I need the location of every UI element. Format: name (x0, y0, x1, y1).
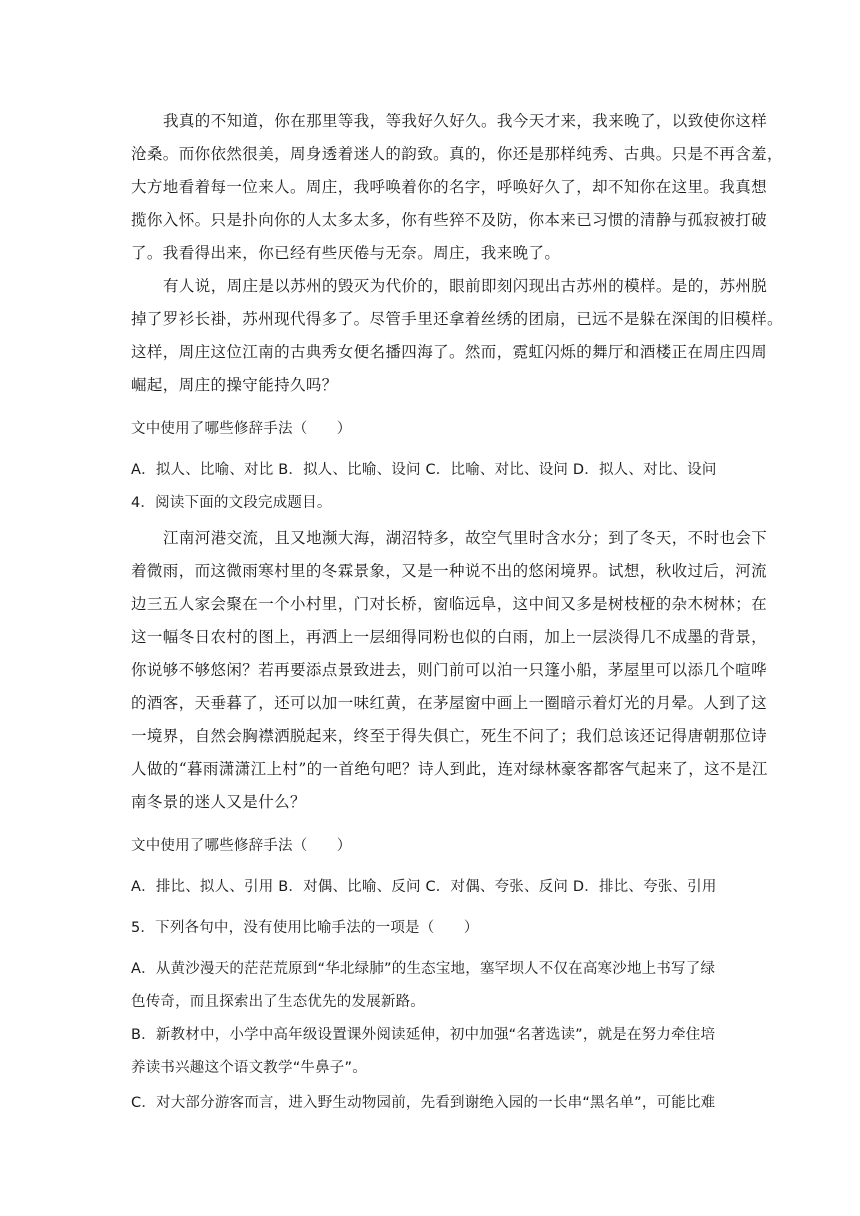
q4-passage-line: 这一幅冬日农村的图上，再洒上一层细得同粉也似的白雨，加上一层淡得几不成墨的背景， (131, 628, 768, 646)
q5-option-b-cont: 养读书兴趣这个语文教学“牛鼻子”。 (131, 1060, 367, 1076)
passage2-line: 有人说，周庄是以苏州的毁灭为代价的，眼前即刻闪现出古苏州的模样。是的，苏州脱 (163, 277, 768, 295)
passage2-line: 掉了罗衫长褂，苏州现代得多了。尽管手里还拿着丝绣的团扇，已远不是躲在深闺的旧模样。 (131, 310, 783, 328)
q4-heading: 4．阅读下面的文段完成题目。 (131, 495, 332, 511)
passage1-line: 沧桑。而你依然很美，周身透着迷人的韵致。真的，你还是那样纯秀、古典。只是不再含羞， (131, 145, 783, 163)
q5-option-a-cont: 色传奇，而且探索出了生态优先的发展新路。 (131, 994, 425, 1010)
q4-stem: 文中使用了哪些修辞手法（ ） (131, 838, 352, 854)
q4-passage-line: 着微雨，而这微雨寒村里的冬霖景象，又是一种说不出的悠闲境界。试想，秋收过后，河流 (131, 562, 768, 580)
q4-options: A．排比、拟人、引用 B．对偶、比喻、反问 C．对偶、夸张、反问 D．排比、夸张、引用 (131, 879, 717, 895)
q4-passage-line: 一境界，自然会胸襟洒脱起来，终至于得失俱亡，死生不问了；我们总该还记得唐朝那位诗 (131, 727, 768, 745)
q4-passage-line: 江南河港交流，且又地濒大海，湖沼特多，故空气里时含水分；到了冬天，不时也会下 (163, 529, 768, 547)
q3-options: A．拟人、比喻、对比 B．拟人、比喻、设问 C．比喻、对比、设问 D．拟人、对比、设问 (131, 462, 717, 478)
passage1-line: 了。我看得出来，你已经有些厌倦与无奈。周庄，我来晚了。 (131, 244, 561, 262)
q5-option-b: B．新教材中，小学中高年级设置课外阅读延伸，初中加强“名著选读”，就是在努力牵住培 (131, 1027, 716, 1043)
q4-passage-line: 你说够不够悠闲？若再要添点景致进去，则门前可以泊一只篷小船，茅屋里可以添几个喧哗 (131, 661, 768, 679)
q5-option-c: C．对大部分游客而言，进入野生动物园前，先看到谢绝入园的一长串“黑名单”，可能比难 (131, 1095, 716, 1111)
passage2-line: 这样，周庄这位江南的古典秀女便名播四海了。然而，霓虹闪烁的舞厅和酒楼正在周庄四周 (131, 343, 768, 361)
q5-stem: 5．下列各句中，没有使用比喻手法的一项是（ ） (131, 920, 479, 936)
passage1-line: 揽你入怀。只是扑向你的人太多太多，你有些猝不及防，你本来已习惯的清静与孤寂被打破 (131, 211, 768, 229)
passage1-line: 大方地看着每一位来人。周庄，我呼唤着你的名字，呼唤好久了，却不知你在这里。我真想 (131, 178, 768, 196)
q4-passage-line: 人做的“暮雨潇潇江上村”的一首绝句吧？诗人到此，连对绿林豪客都客气起来了，这不是江 (131, 760, 768, 778)
q4-passage-line: 边三五人家会聚在一个小村里，门对长桥，窗临远阜，这中间又多是树枝桠的杂木树林；在 (131, 595, 768, 613)
q3-stem: 文中使用了哪些修辞手法（ ） (131, 421, 352, 437)
passage1-line: 我真的不知道，你在那里等我，等我好久好久。我今天才来，我来晚了，以致使你这样 (163, 112, 768, 130)
q4-passage-line: 南冬景的迷人又是什么？ (131, 793, 306, 811)
q5-option-a: A．从黄沙漫天的茫茫荒原到“华北绿肺”的生态宝地，塞罕坝人不仅在高寒沙地上书写了绿 (131, 961, 716, 977)
q4-passage-line: 的酒客，天垂暮了，还可以加一味红黄，在茅屋窗中画上一圈暗示着灯光的月晕。人到了这 (131, 694, 768, 712)
passage2-line: 崛起，周庄的操守能持久吗？ (131, 376, 338, 394)
